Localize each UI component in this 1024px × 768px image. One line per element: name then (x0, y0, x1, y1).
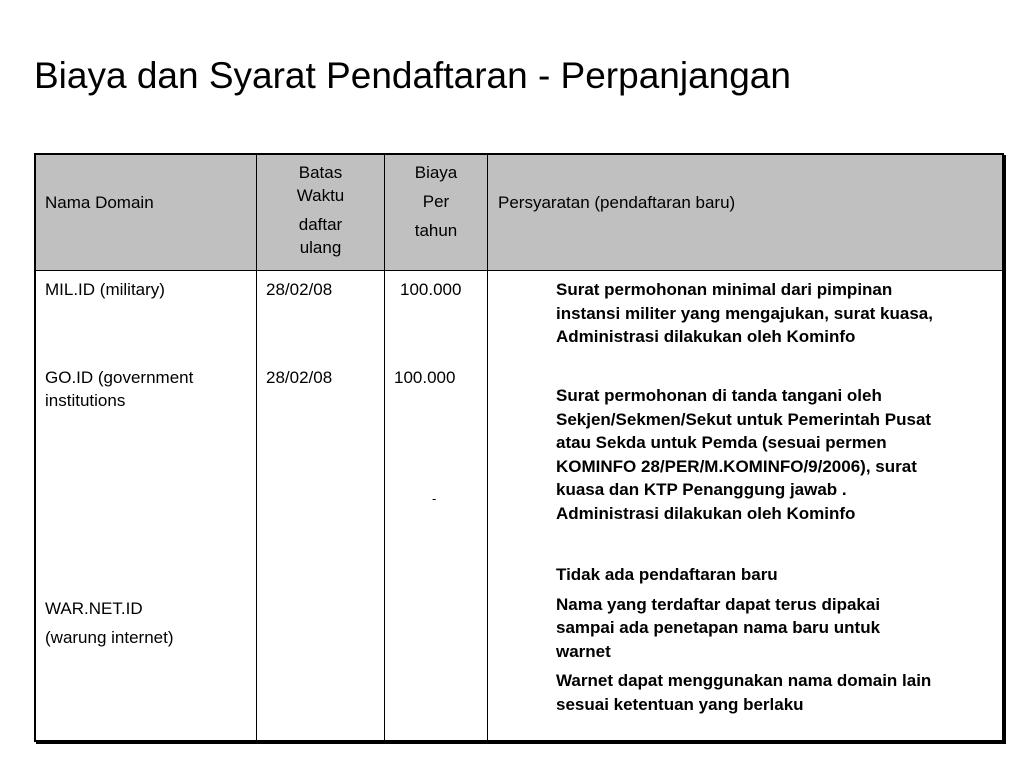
domain-go-id: GO.ID (government institutions (45, 368, 194, 410)
batas-mil-id: 28/02/08 (266, 280, 333, 299)
header-biaya-per-tahun: Biaya Per tahun (414, 163, 458, 240)
biaya-mil-id: 100.000 (400, 280, 462, 299)
syarat-war-net-id: Tidak ada pendaftaran baru Nama yang terdaftar dapat terus dipakai sampai ada penetapan nama baru untuk warnet Warnet dapat menggunakan nama domain lain sesuai ketentuan yang berlaku (556, 565, 932, 714)
syarat-mil-id: Surat permohonan minimal dari pimpinan instansi militer yang mengajukan, surat kuasa, Administrasi dilakukan oleh Kominfo (556, 280, 933, 346)
column-divider (487, 155, 488, 740)
page-title: Biaya dan Syarat Pendaftaran - Perpanjangan (34, 55, 791, 96)
column-divider (384, 155, 385, 740)
batas-go-id: 28/02/08 (266, 368, 333, 387)
registration-table (34, 153, 1004, 742)
biaya-war-net-id: - (432, 491, 437, 506)
biaya-go-id: 100.000 (394, 368, 456, 387)
domain-mil-id: MIL.ID (military) (45, 280, 165, 299)
domain-war-net-id: WAR.NET.ID (warung internet) (45, 599, 174, 647)
syarat-go-id: Surat permohonan di tanda tangani oleh Sekjen/Sekmen/Sekut untuk Pemerintah Pusat atau Sekda untuk Pemda (sesuai permen KOMINFO 28/PER/M.KOMINFO/9/2006), surat kuasa dan KTP Penanggung jawab . Administrasi dilakukan oleh Kominfo (556, 386, 932, 523)
header-nama-domain: Nama Domain (45, 193, 154, 212)
header-batas-waktu: Batas Waktu daftar ulang (296, 163, 345, 257)
header-persyaratan: Persyaratan (pendaftaran baru) (498, 193, 736, 212)
